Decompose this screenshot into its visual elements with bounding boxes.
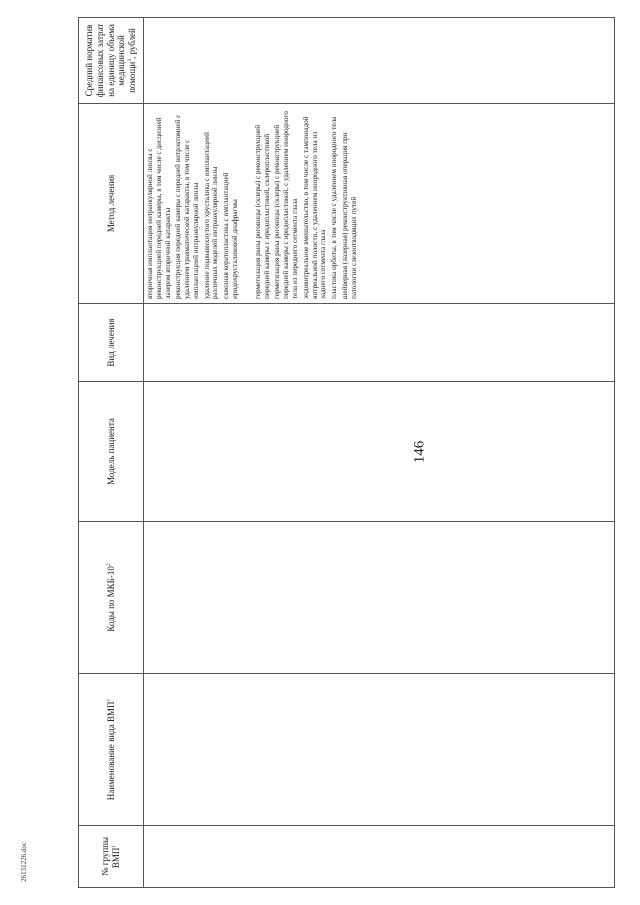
method-item: эндовитреальное вмешательство, в том числе с тампонадой витреальной полости, с удалением инородного тела из заднего сегмента глаза	[301, 116, 328, 299]
cell-treatment-type	[144, 304, 615, 382]
header-vmp-name: Наименование вида ВМП$^1$	[79, 674, 144, 826]
header-group-no: № группы ВМП$^1$	[79, 826, 144, 888]
cell-group-no	[144, 826, 615, 888]
method-item: пластика орбиты, в том числе с удалением инородного тела	[330, 116, 339, 299]
cell-mkb-codes	[144, 522, 615, 674]
method-item: удаление подвывихнутого хрусталика с имплантацией различных моделей интраокулярной линзы	[202, 132, 220, 299]
footer-file-name: 26131226.doc	[20, 842, 28, 882]
vmp-table	[78, 17, 615, 888]
method-item: вторичная имплантация интраокулярной линзы с реконструкцией передней камеры, в том числе с дисцизией лазером вторичной катаракты	[146, 117, 172, 299]
table-row	[144, 18, 615, 888]
cell-patient-model	[144, 382, 615, 522]
page-number: 146	[411, 440, 428, 464]
method-item: сквозная кератопластика с имплантацией иридохрусталиковой диафрагмы	[222, 172, 240, 299]
method-item: реконструкция передней камеры с передней витрэктомией с удалением травматической катаракты, в том числе с имплантацией интраокулярной линзы	[174, 114, 200, 299]
cell-vmp-name	[144, 674, 615, 826]
method-group-1	[146, 108, 240, 299]
cell-treatment-method	[144, 104, 615, 304]
header-avg-cost: Средний норматив финансовых затрат на единицу объема медицинской помощи$^3$, рублей	[79, 18, 144, 104]
method-item: герметизация раны роговицы (склеры) с реконструкцией передней камеры с иридопластикой, с удалением инородного тела из переднего сегмента глаза	[273, 111, 299, 299]
method-group-2	[254, 108, 359, 299]
method-item: шейверная (лазерная) реконструктивная операция при патологии слезоотводящих путей	[340, 132, 358, 299]
table-header-row	[79, 18, 144, 888]
header-treatment-type: Вид лечения	[79, 304, 144, 382]
method-item: герметизация раны роговицы (склеры) с реконструкцией передней камеры с иридопластикой, склеропластикой	[253, 124, 271, 299]
cell-avg-cost	[144, 18, 615, 104]
rotated-table-container	[78, 18, 608, 888]
header-patient-model: Модель пациента	[79, 382, 144, 522]
header-treatment-method: Метод лечения	[79, 104, 144, 304]
header-mkb-codes: Коды по МКБ-$10^2$	[79, 522, 144, 674]
